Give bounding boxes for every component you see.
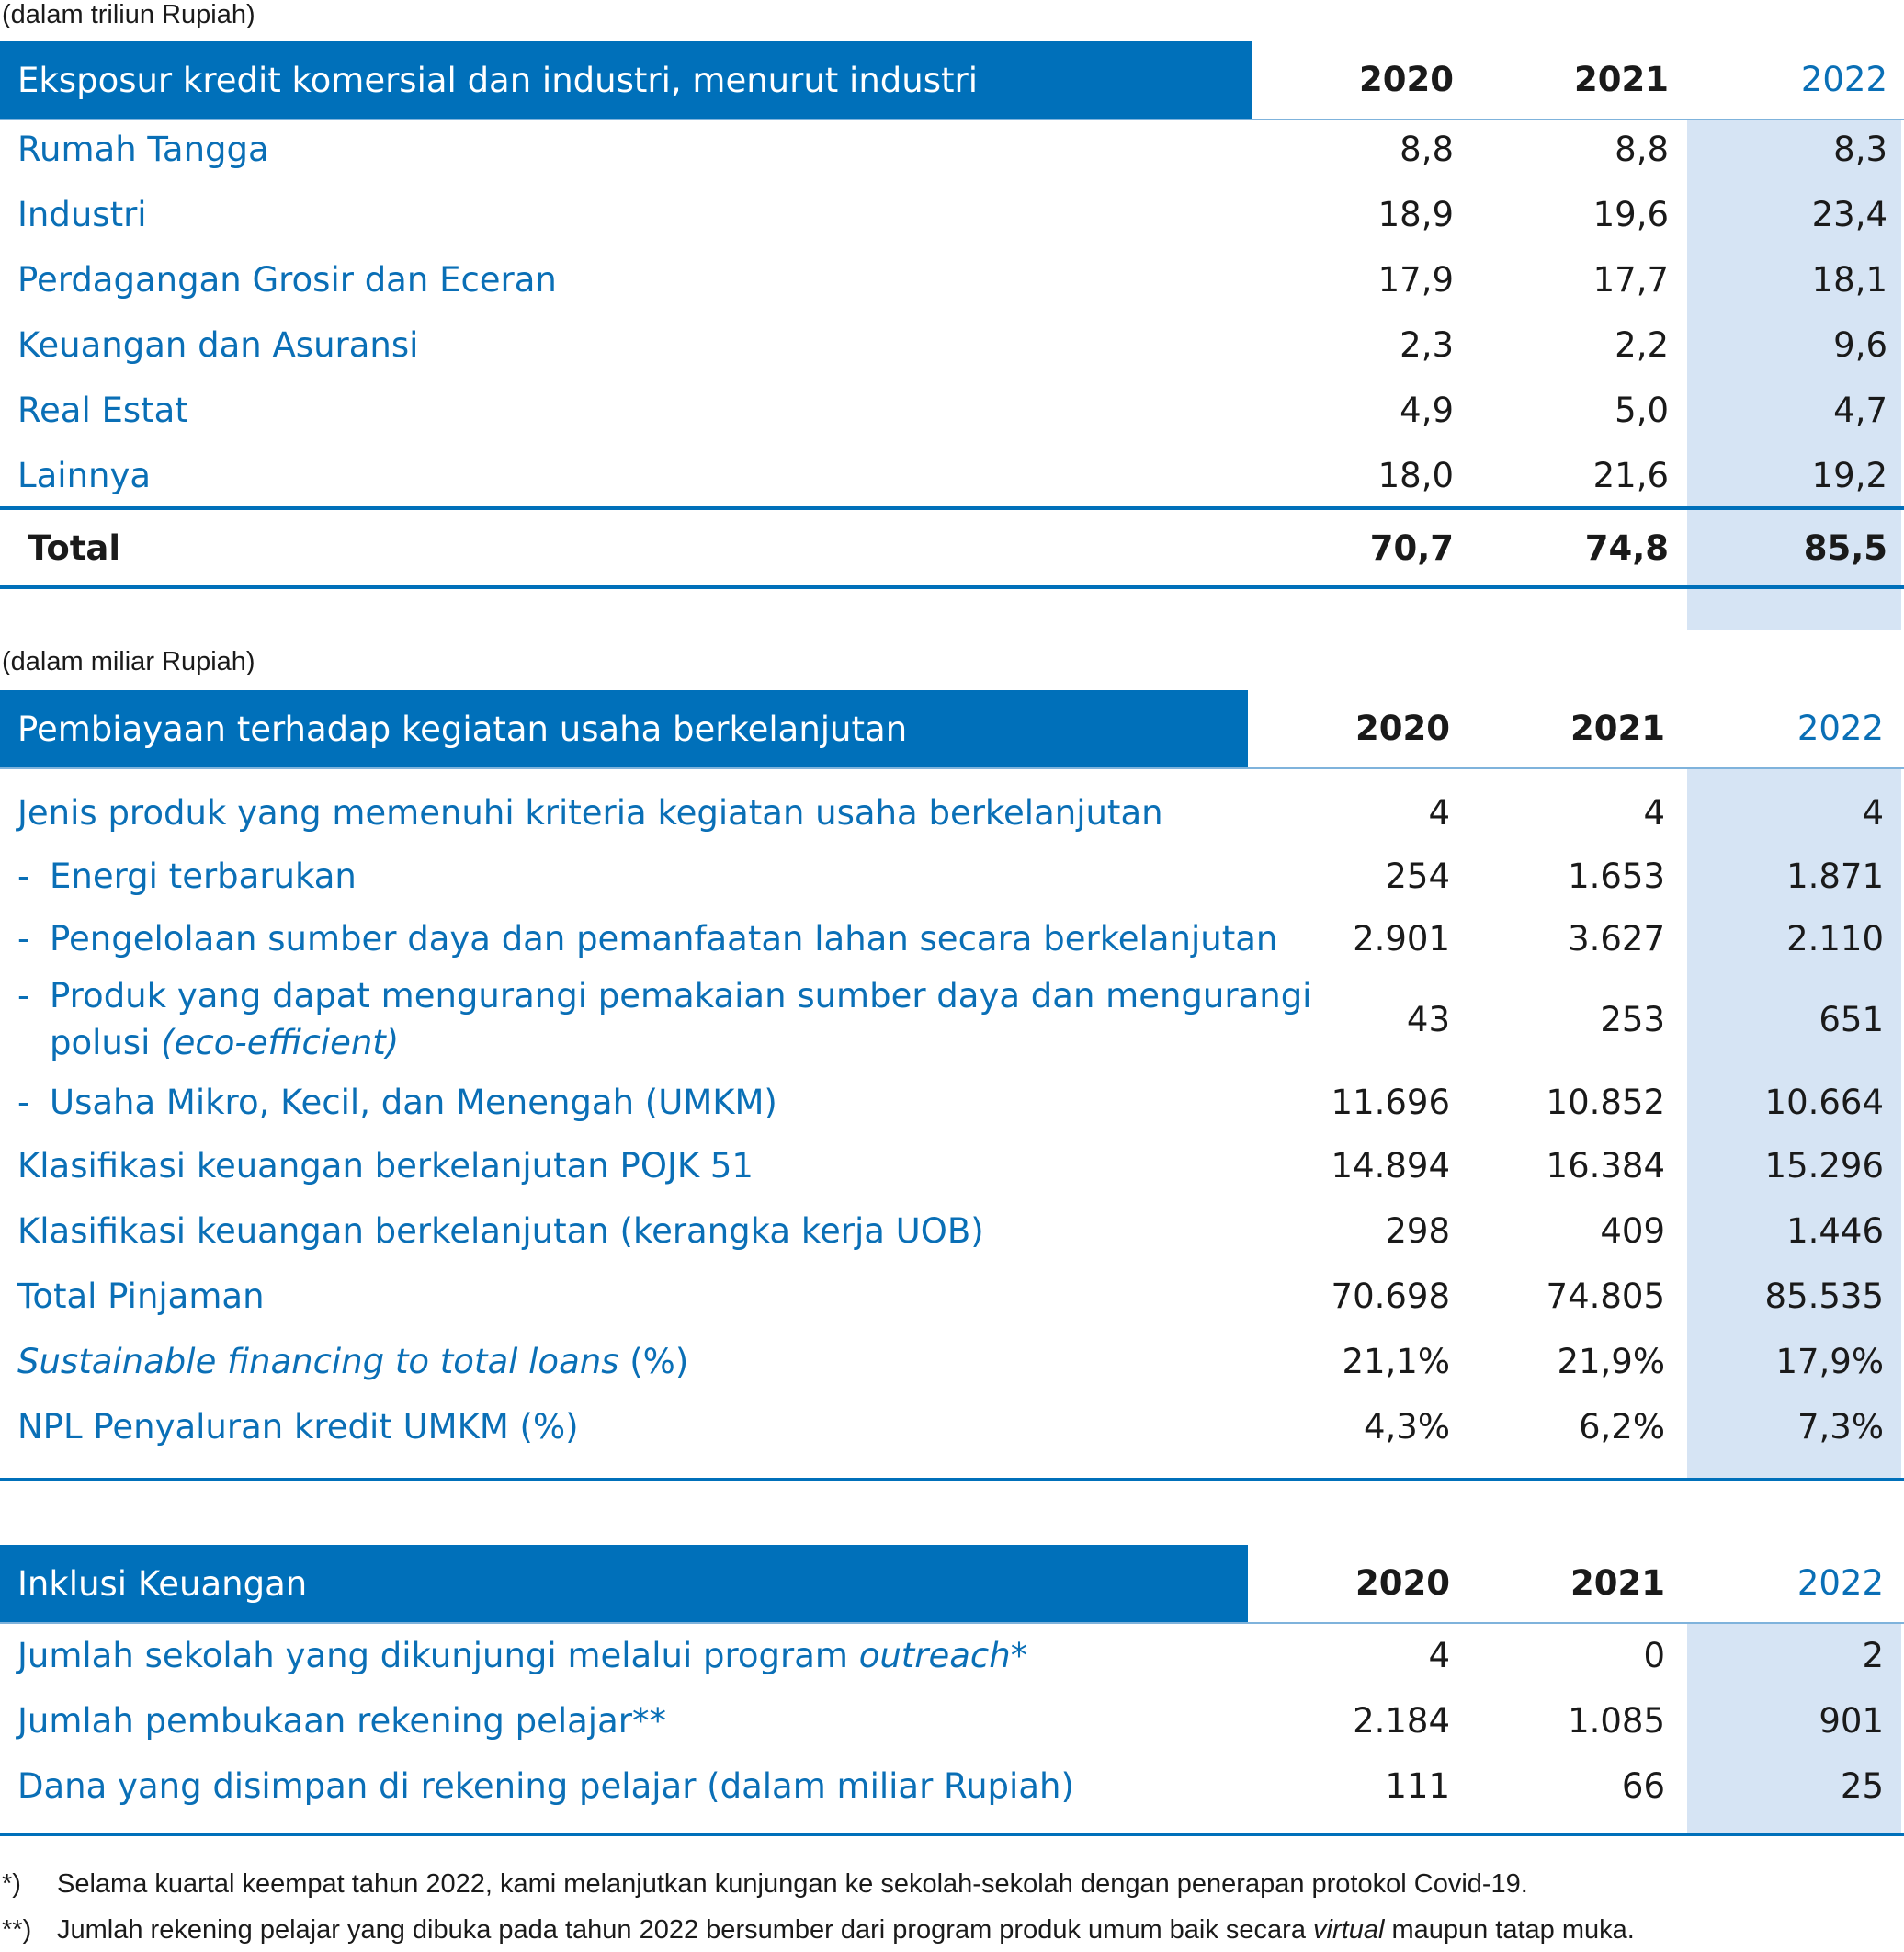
- value-2020: 18,0: [1377, 456, 1454, 495]
- value-2021: 5,0: [1615, 391, 1669, 430]
- row-label: Total Pinjaman: [17, 1277, 265, 1316]
- total-divider: [0, 506, 1904, 510]
- row-label: Lainnya: [17, 456, 152, 495]
- row-label: Dana yang disimpan di rekening pelajar (dalam miliar Rupiah): [17, 1766, 1074, 1806]
- value-2020: 254: [1385, 857, 1450, 896]
- value-2022: 25: [1840, 1766, 1884, 1806]
- table-bottom-rule: [0, 1478, 1904, 1481]
- table-header: [0, 1545, 1904, 1622]
- table-bottom-rule: [0, 1833, 1904, 1836]
- row-label-italic: outreach: [858, 1636, 1011, 1675]
- value-2022: 9,6: [1833, 325, 1887, 365]
- value-2022: 19,2: [1811, 456, 1887, 495]
- bullet-dash: -: [17, 1083, 30, 1122]
- year-2020: 2020: [1355, 1563, 1450, 1603]
- bullet-dash: -: [17, 857, 30, 896]
- value-2020: 43: [1406, 1000, 1450, 1039]
- value-2020: 14.894: [1331, 1146, 1450, 1186]
- value-2020: 4: [1428, 793, 1450, 833]
- value-2022: 1.446: [1786, 1211, 1884, 1251]
- row-label-suffix: *: [1010, 1636, 1028, 1675]
- credit-exposure-table: [0, 41, 1904, 593]
- row-label-plain: Jumlah sekolah yang dikunjungi melalui program: [17, 1636, 859, 1675]
- footnote-text-rest: maupun tatap muka.: [1384, 1915, 1635, 1945]
- footnote: [2, 1915, 1895, 1948]
- value-2022: 15.296: [1764, 1146, 1884, 1186]
- year-2022: 2022: [1796, 709, 1884, 748]
- year-2022: 2022: [1796, 1563, 1884, 1603]
- table-bottom-rule: [0, 585, 1904, 589]
- value-2020: 21,1%: [1342, 1342, 1450, 1381]
- value-2020: 11.696: [1331, 1083, 1450, 1122]
- value-2022: 2: [1862, 1636, 1884, 1675]
- bullet-dash: -: [17, 976, 30, 1016]
- row-label: Pengelolaan sumber daya dan pemanfaatan lahan secara berkelanjutan: [50, 919, 1278, 959]
- total-2020: 70,7: [1369, 528, 1454, 568]
- row-label: NPL Penyaluran kredit UMKM (%): [17, 1407, 579, 1447]
- total-2021: 74,8: [1584, 528, 1669, 568]
- value-2022: 1.871: [1786, 857, 1884, 896]
- unit-label-trillion: (dalam triliun Rupiah): [2, 0, 255, 29]
- value-2020: 4,9: [1400, 391, 1454, 430]
- value-2021: 19,6: [1592, 195, 1669, 234]
- table-title: Eksposur kredit komersial dan industri, menurut industri: [0, 41, 1252, 119]
- value-2022: 651: [1819, 1000, 1884, 1039]
- header-divider: [0, 119, 1904, 120]
- row-label-plain: polusi: [50, 1023, 162, 1062]
- value-2021: 1.085: [1568, 1701, 1665, 1741]
- row-label: Real Estat: [17, 391, 188, 430]
- value-2022: 2.110: [1786, 919, 1884, 959]
- value-2021: 10.852: [1546, 1083, 1665, 1122]
- value-2022: 17,9%: [1775, 1342, 1884, 1381]
- row-label: Usaha Mikro, Kecil, dan Menengah (UMKM): [50, 1083, 777, 1122]
- value-2021: 66: [1621, 1766, 1665, 1806]
- footnote-text-italic: virtual: [1313, 1915, 1385, 1945]
- value-2020: 298: [1385, 1211, 1450, 1251]
- value-2022: 8,3: [1833, 130, 1887, 169]
- footnote-mark: **): [2, 1915, 32, 1945]
- sustainable-financing-table: [0, 690, 1904, 1490]
- footnote-text: Selama kuartal keempat tahun 2022, kami melanjutkan kunjungan ke sekolah-sekolah dengan penerapan protokol Covid-19.: [57, 1869, 1528, 1899]
- value-2021: 16.384: [1546, 1146, 1665, 1186]
- value-2020: 2.184: [1353, 1701, 1450, 1741]
- row-label: Energi terbarukan: [50, 857, 357, 896]
- table-title: Inklusi Keuangan: [0, 1545, 1248, 1622]
- table-title: Pembiayaan terhadap kegiatan usaha berkelanjutan: [0, 690, 1248, 767]
- row-label: [17, 1636, 1027, 1675]
- value-2020: 4,3%: [1364, 1407, 1450, 1447]
- row-label-line1: Produk yang dapat mengurangi pemakaian sumber daya dan mengurangi: [50, 976, 1312, 1016]
- unit-label-billion: (dalam miliar Rupiah): [2, 647, 255, 676]
- row-label: Jenis produk yang memenuhi kriteria kegiatan usaha berkelanjutan: [17, 793, 1163, 833]
- value-2020: 111: [1385, 1766, 1450, 1806]
- row-label-italic: (eco-efficient): [161, 1023, 400, 1062]
- footnote-text-plain: Jumlah rekening pelajar yang dibuka pada tahun 2022 bersumber dari program produk umum baik secara: [57, 1915, 1314, 1945]
- value-2022: 7,3%: [1797, 1407, 1884, 1447]
- value-2021: 253: [1600, 1000, 1665, 1039]
- row-label-line2: [50, 1023, 399, 1062]
- row-label-italic: Sustainable financing to total loans: [17, 1342, 619, 1381]
- footnote-mark: *): [2, 1869, 21, 1899]
- row-label: Rumah Tangga: [17, 130, 269, 169]
- table-header: [0, 41, 1904, 119]
- value-2022: 10.664: [1764, 1083, 1884, 1122]
- header-divider: [0, 767, 1904, 769]
- year-2020: 2020: [1355, 709, 1450, 748]
- value-2020: 2,3: [1400, 325, 1454, 365]
- row-label: Industri: [17, 195, 147, 234]
- value-2021: 21,6: [1592, 456, 1669, 495]
- value-2020: 2.901: [1353, 919, 1450, 959]
- value-2020: 17,9: [1377, 260, 1454, 300]
- row-label: Perdagangan Grosir dan Eceran: [17, 260, 557, 300]
- value-2022: 85.535: [1764, 1277, 1884, 1316]
- row-label: Jumlah pembukaan rekening pelajar**: [17, 1701, 666, 1741]
- value-2022: 901: [1819, 1701, 1884, 1741]
- value-2022: 4,7: [1833, 391, 1887, 430]
- financial-inclusion-table: [0, 1545, 1904, 1839]
- value-2022: 4: [1862, 793, 1884, 833]
- value-2021: 3.627: [1568, 919, 1665, 959]
- value-2021: 6,2%: [1579, 1407, 1665, 1447]
- footnote: [2, 1869, 1895, 1902]
- total-2022: 85,5: [1803, 528, 1887, 568]
- value-2021: 409: [1600, 1211, 1665, 1251]
- footnote-text: [57, 1915, 1635, 1946]
- value-2022: 23,4: [1811, 195, 1887, 234]
- value-2020: 18,9: [1377, 195, 1454, 234]
- year-2021: 2021: [1570, 709, 1665, 748]
- year-2022: 2022: [1800, 60, 1887, 99]
- row-label-suffix: (%): [618, 1342, 689, 1381]
- value-2022: 18,1: [1811, 260, 1887, 300]
- row-label: Klasifikasi keuangan berkelanjutan POJK 51: [17, 1146, 754, 1186]
- value-2021: 1.653: [1568, 857, 1665, 896]
- value-2021: 17,7: [1592, 260, 1669, 300]
- value-2020: 8,8: [1400, 130, 1454, 169]
- row-label: Klasifikasi keuangan berkelanjutan (kerangka kerja UOB): [17, 1211, 984, 1251]
- value-2021: 21,9%: [1557, 1342, 1665, 1381]
- value-2020: 70.698: [1331, 1277, 1450, 1316]
- value-2020: 4: [1428, 1636, 1450, 1675]
- year-2021: 2021: [1570, 1563, 1665, 1603]
- value-2021: 4: [1643, 793, 1665, 833]
- row-label: [17, 1342, 688, 1381]
- value-2021: 0: [1643, 1636, 1665, 1675]
- bullet-dash: -: [17, 919, 30, 959]
- total-label: Total: [28, 528, 121, 568]
- row-label: Keuangan dan Asuransi: [17, 325, 419, 365]
- year-2021: 2021: [1574, 60, 1669, 99]
- value-2021: 2,2: [1615, 325, 1669, 365]
- header-divider: [0, 1622, 1904, 1624]
- table-header: [0, 690, 1904, 767]
- year-2020: 2020: [1359, 60, 1454, 99]
- value-2021: 8,8: [1615, 130, 1669, 169]
- value-2021: 74.805: [1546, 1277, 1665, 1316]
